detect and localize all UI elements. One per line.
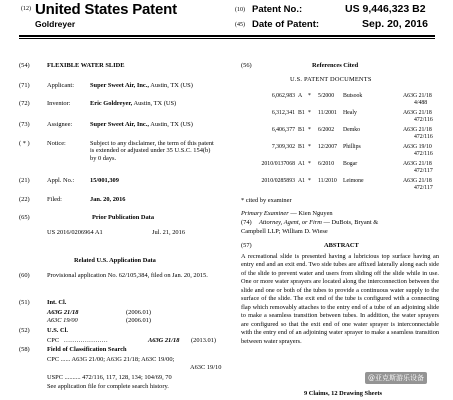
reference-cls: A63G 21/18	[403, 161, 432, 167]
related-data-heading: Related U.S. Application Data	[74, 257, 156, 264]
reference-subclass: 472/116	[414, 117, 433, 123]
reference-subclass: 4/488	[414, 100, 428, 106]
provisional-application: Provisional application No. 62/105,384, filed on Jan. 20, 2015.	[47, 272, 208, 279]
field-56-number: (56)	[241, 62, 252, 69]
classification-search-label: Field of Classification Search	[47, 346, 127, 353]
reference-no: 6,406,377	[271, 127, 295, 133]
us-cl-cpc-label: CPC	[47, 337, 60, 344]
attorney-line-1: Attorney, Agent, or Firm — DuBois, Bryant &	[259, 219, 379, 226]
applicant-label: Applicant:	[47, 82, 74, 89]
field-54-number: (54)	[19, 62, 30, 69]
reference-cls: A63G 21/18	[403, 178, 432, 184]
reference-star: *	[308, 110, 311, 116]
reference-no: 7,309,302	[271, 144, 295, 150]
field-57-number: (57)	[241, 242, 252, 249]
attorney-line-2: Campbell LLP; William D. Wiese	[241, 228, 328, 235]
notice-label: Notice:	[47, 140, 66, 147]
reference-star: *	[308, 93, 311, 99]
reference-cls: A63G 21/18	[403, 93, 432, 99]
field-72-number: (72)	[19, 100, 30, 107]
reference-kind: B1	[298, 144, 305, 150]
prior-publication-date: Jul. 21, 2016	[152, 229, 186, 236]
field-73-number: (73)	[19, 121, 30, 128]
reference-name: Leimone	[343, 178, 364, 184]
int-cl-label: Int. Cl.	[47, 299, 67, 306]
header-rule-thick	[19, 35, 435, 37]
int-cl-code-2: A63C 19/00	[47, 317, 78, 324]
field-71-number: (71)	[19, 82, 30, 89]
us-cl-label: U.S. Cl.	[47, 327, 68, 334]
applicant-value: Super Sweet Air, Inc., Austin, TX (US)	[90, 82, 193, 89]
reference-no: 2010/0137068	[261, 161, 295, 167]
filed-label: Filed:	[47, 196, 62, 203]
int-cl-version-1: (2006.01)	[126, 309, 152, 316]
primary-examiner: Primary Examiner — Kien Nguyen	[241, 210, 333, 217]
patent-title: United States Patent	[35, 1, 177, 18]
reference-date: 11/2001	[318, 110, 337, 116]
field-58-number: (58)	[19, 346, 30, 353]
appl-no-label: Appl. No.:	[47, 177, 75, 184]
reference-no: 6,062,983	[271, 93, 295, 99]
inventor-value: Eric Goldreyer, Austin, TX (US)	[90, 100, 177, 107]
field-52-number: (52)	[19, 327, 30, 334]
reference-cls: A63G 21/18	[403, 127, 432, 133]
notice-text: Subject to any disclaimer, the term of this patent is extended or adjusted under 35 U.S.C. 154(b) by 0 days.	[90, 140, 214, 162]
int-cl-version-2: (2006.01)	[126, 317, 152, 324]
reference-subclass: 472/116	[414, 134, 433, 140]
reference-subclass: 472/116	[414, 151, 433, 157]
reference-kind: A	[298, 93, 303, 99]
claims-summary: 9 Claims, 12 Drawing Sheets	[304, 390, 382, 397]
classification-see-note: See application file for complete search history.	[47, 383, 169, 390]
reference-kind: A1	[298, 178, 306, 184]
header-number-45: (45)	[235, 22, 245, 28]
reference-name: Butsook	[343, 93, 363, 99]
date-label: Date of Patent:	[252, 19, 320, 30]
assignee-label: Assignee:	[47, 121, 73, 128]
prior-publication-heading: Prior Publication Data	[92, 214, 155, 221]
invention-title: FLEXIBLE WATER SLIDE	[47, 62, 125, 69]
reference-star: *	[308, 178, 311, 184]
classification-uspc: USPC .......... 472/116, 117, 128, 134; 104/69, 70	[47, 374, 172, 381]
abstract-heading: ABSTRACT	[324, 242, 359, 249]
reference-name: Healy	[343, 110, 357, 116]
reference-subclass: 472/117	[414, 185, 433, 191]
header-number-12: (12)	[21, 6, 31, 12]
watermark: @亚克斯游乐设备	[365, 372, 427, 384]
reference-date: 6/2010	[318, 161, 335, 167]
header-rule-thin	[19, 38, 435, 39]
reference-cls: A63G 19/10	[403, 144, 432, 150]
reference-kind: B1	[298, 127, 305, 133]
patent-number: US 9,446,323 B2	[345, 3, 426, 15]
reference-no: 2010/0285893	[261, 178, 295, 184]
us-cl-code: A63G 21/18	[148, 337, 180, 344]
inventor-label: Inventor:	[47, 100, 71, 107]
reference-date: 11/2010	[318, 178, 337, 184]
field-65-number: (65)	[19, 214, 30, 221]
reference-kind: A1	[298, 161, 306, 167]
inventor-surname: Goldreyer	[35, 19, 76, 29]
reference-subclass: 472/117	[414, 168, 433, 174]
field-22-number: (22)	[19, 196, 30, 203]
header-number-10: (10)	[235, 7, 245, 13]
int-cl-code-1: A63G 21/18	[47, 309, 79, 316]
classification-cpc-line-1: CPC ...... A63G 21/00; A63G 21/18; A63C 19/00;	[47, 356, 175, 363]
reference-name: Bogar	[343, 161, 358, 167]
prior-publication-number: US 2016/0206964 A1	[47, 229, 103, 236]
cited-by-examiner: * cited by examiner	[241, 197, 292, 204]
us-patent-documents-heading: U.S. PATENT DOCUMENTS	[290, 76, 372, 83]
reference-star: *	[308, 161, 311, 167]
reference-cls: A63G 21/18	[403, 110, 432, 116]
reference-no: 6,312,341	[271, 110, 295, 116]
appl-no-value: 15/001,309	[90, 177, 119, 184]
field-51-number: (51)	[19, 299, 30, 306]
reference-name: Demko	[343, 127, 361, 133]
reference-date: 12/2007	[318, 144, 338, 150]
patent-date: Sep. 20, 2016	[362, 18, 428, 30]
assignee-value: Super Sweet Air, Inc., Austin, TX (US)	[90, 121, 193, 128]
reference-name: Phillips	[343, 144, 361, 150]
reference-kind: B1	[298, 110, 305, 116]
patent-no-label: Patent No.:	[252, 4, 303, 15]
notice-number: ( * )	[19, 140, 30, 147]
filed-value: Jan. 20, 2016	[90, 196, 126, 203]
reference-star: *	[308, 144, 311, 150]
reference-date: 5/2000	[318, 93, 335, 99]
us-cl-version: (2013.01)	[191, 337, 217, 344]
field-60-number: (60)	[19, 272, 30, 279]
reference-star: *	[308, 127, 311, 133]
reference-date: 6/2002	[318, 127, 335, 133]
field-21-number: (21)	[19, 177, 30, 184]
field-74-number: (74)	[241, 219, 252, 226]
us-cl-dots: .....................	[64, 337, 109, 344]
abstract-text: A recreational slide is presented having a lubricious top surface having an entry end and an exit end. Two side tubes are affixed laterally along each side of the slide to prevent water and users from sliding off the slide while in use. One or more water sprayers are located along the interconnection between the slide and one or both of the tubes to provide a continuous water supply to the surface of the slide. The exit end of the tube is configured with a connecting flap which removably attaches to the entry end of a tube of an adjoining slide to make a seamless transition between tubes. In addition, the water sprayers are configured so that the exit end of one water sprayer is interconnectable with the entry end of an adjoining water sprayer to make a seamless transition between water sprayers.	[241, 253, 439, 345]
references-heading: References Cited	[312, 62, 359, 69]
classification-cpc-line-2: A63C 19/10	[190, 364, 222, 371]
